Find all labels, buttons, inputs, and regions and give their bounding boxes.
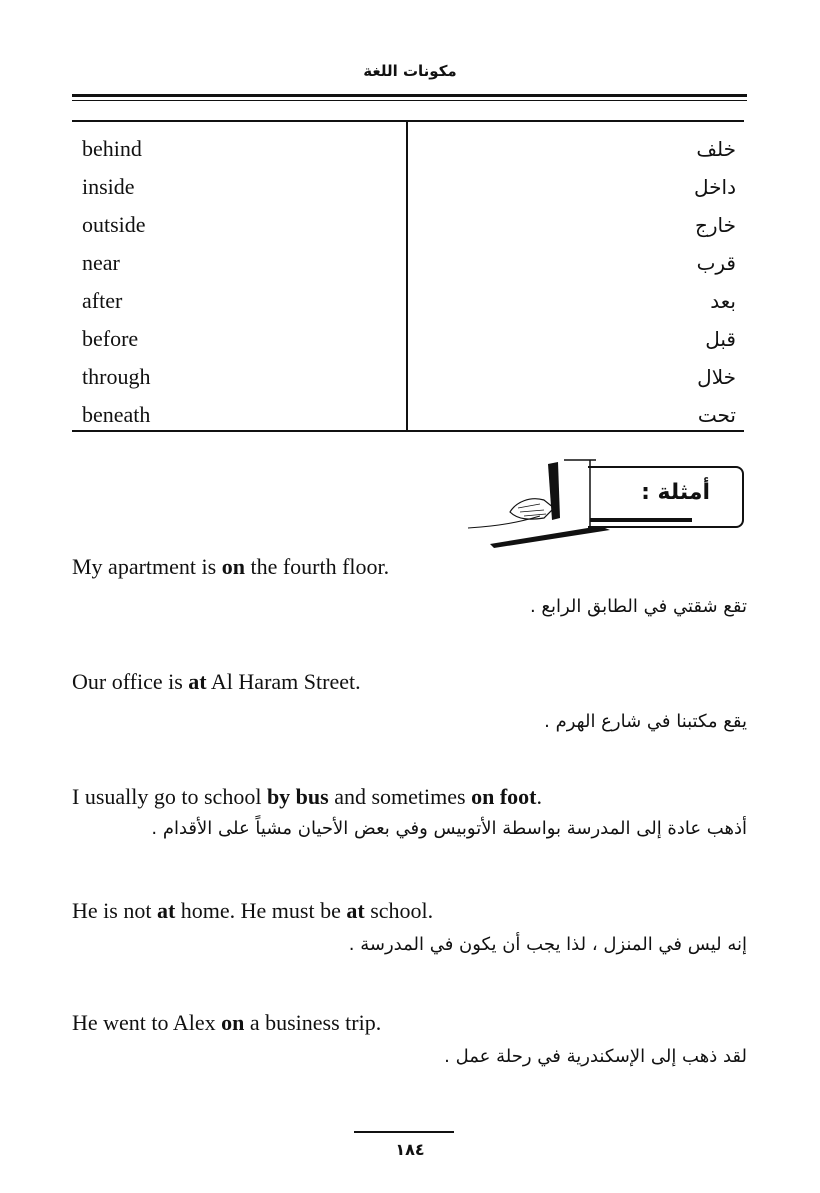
example-text: Our office is: [72, 669, 189, 694]
example-text: .: [536, 784, 542, 809]
vocab-en-cell: before: [82, 326, 139, 351]
example-text: Al Haram Street.: [206, 669, 361, 694]
example-text: He went to Alex: [72, 1010, 222, 1035]
running-head: مكونات اللغة: [363, 62, 457, 80]
example-arabic: يقع مكتبنا في شارع الهرم .: [544, 711, 747, 732]
example-keyword: on: [221, 1010, 245, 1035]
vocab-en-cell: near: [82, 250, 120, 275]
example-english: [72, 667, 747, 697]
example-text: My apartment is: [72, 554, 222, 579]
vocab-ar-cell: بعد: [710, 289, 736, 313]
example-keyword: on: [221, 554, 245, 579]
example-block: [72, 552, 747, 622]
example-english: [72, 1008, 747, 1038]
vocab-arabic-column: [436, 130, 736, 434]
vocab-ar-cell: خلال: [697, 365, 736, 389]
vocab-ar-cell: خارج: [694, 213, 736, 237]
example-english: [72, 782, 747, 812]
examples-banner: [460, 456, 750, 548]
example-block: [72, 782, 747, 844]
example-english: [72, 552, 747, 582]
example-text: home. He must be: [175, 898, 347, 923]
vocab-en-cell: inside: [82, 174, 135, 199]
vocab-column-divider: [406, 122, 408, 430]
example-text: and sometimes: [328, 784, 472, 809]
vocab-ar-cell: خلف: [696, 137, 736, 161]
example-text: a business trip.: [244, 1010, 382, 1035]
example-text: I usually go to school: [72, 784, 267, 809]
vocab-table: [72, 120, 744, 432]
example-keyword: at: [188, 669, 207, 694]
example-text: He is not: [72, 898, 157, 923]
example-text: the fourth floor.: [244, 554, 390, 579]
example-block: [72, 667, 747, 737]
example-english: [72, 896, 747, 926]
vocab-en-cell: beneath: [82, 402, 151, 427]
header-rule-thin: [72, 100, 747, 101]
vocab-ar-cell: تحت: [697, 403, 736, 427]
example-text: school.: [364, 898, 434, 923]
vocab-ar-cell: داخل: [694, 175, 736, 199]
example-arabic: إنه ليس في المنزل ، لذا يجب أن يكون في المدرسة .: [348, 934, 747, 955]
vocab-en-cell: through: [82, 364, 151, 389]
vocab-ar-cell: قرب: [696, 251, 736, 275]
header-rule-thick: [72, 94, 747, 97]
vocab-en-cell: outside: [82, 212, 146, 237]
vocab-en-cell: after: [82, 288, 123, 313]
example-keyword: by bus: [266, 784, 329, 809]
example-block: [72, 896, 747, 960]
example-arabic: تقع شقتي في الطابق الرابع .: [529, 596, 747, 617]
example-keyword: at: [346, 898, 365, 923]
example-block: [72, 1008, 747, 1072]
vocab-english-column: [82, 130, 382, 434]
page-number: ١٨٤: [395, 1140, 425, 1159]
vocab-ar-cell: قبل: [705, 327, 736, 351]
vocab-en-cell: behind: [82, 136, 142, 161]
examples-heading: أمثلة :: [641, 480, 710, 505]
example-arabic: أذهب عادة إلى المدرسة بواسطة الأتوبيس وفي بعض الأحيان مشياً على الأقدام .: [151, 818, 747, 839]
example-keyword: at: [156, 898, 176, 923]
example-keyword: on foot: [471, 784, 537, 809]
footer-rule: [354, 1131, 454, 1133]
example-arabic: لقد ذهب إلى الإسكندرية في رحلة عمل .: [444, 1046, 747, 1067]
